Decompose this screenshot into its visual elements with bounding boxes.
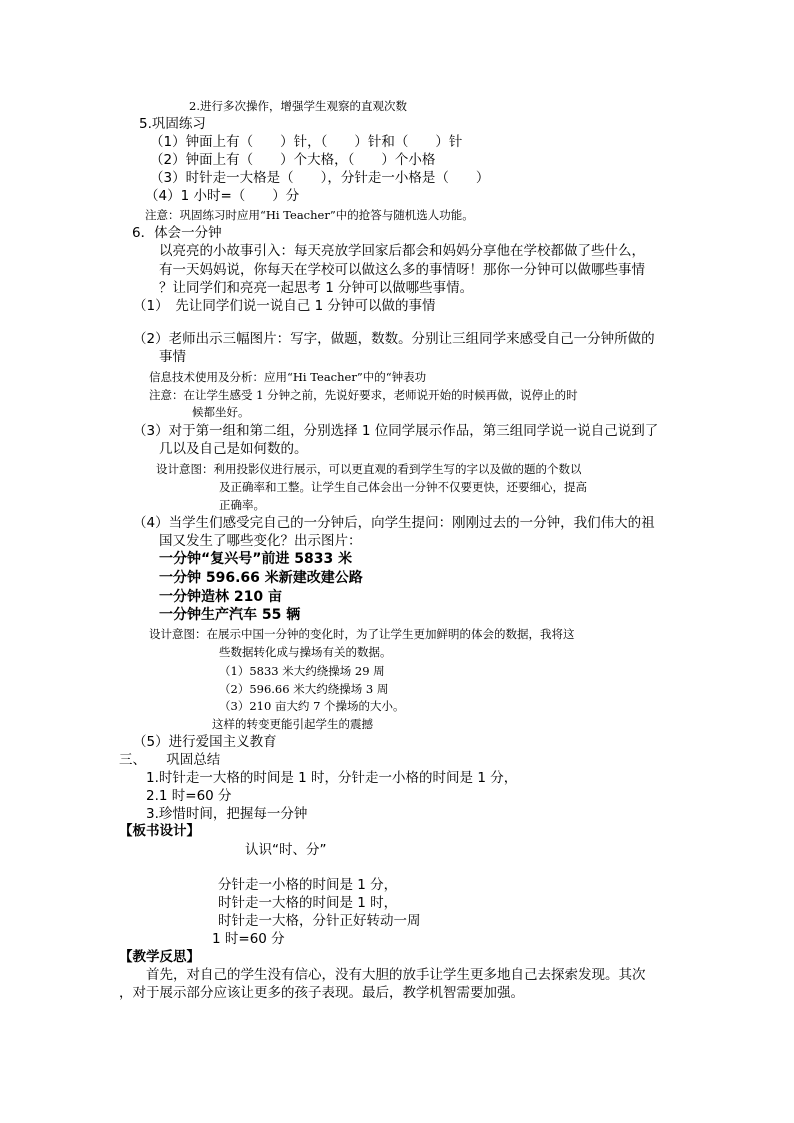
- text-line: 有一天妈妈说，你每天在学校可以做这么多的事情呀！那你一分钟可以做哪些事情: [159, 262, 645, 278]
- board-title: 认识“时、分”: [245, 842, 327, 858]
- note-text: 及正确率和工整。让学生自己体会出一分钟不仅要更快，还要细心，提高: [219, 480, 587, 494]
- text-line: 2.进行多次操作，增强学生观察的直观次数: [189, 99, 407, 113]
- bold-fact: 一分钟 596.66 米新建改建公路: [159, 570, 363, 586]
- text-line: 国又发生了哪些变化？出示图片：: [159, 533, 362, 549]
- board-line: 时针走一大格的时间是 1 时，: [218, 895, 398, 911]
- text-line: （4）当学生们感受完自己的一分钟后，向学生提问：刚刚过去的一分钟，我们伟大的祖: [133, 515, 655, 531]
- exercise-item: （2）钟面上有（ ）个大格，（ ）个小格: [150, 152, 436, 168]
- note-text: 注意：在让学生感受 1 分钟之前，先说好要求，老师说开始的时候再做，说停止的时: [149, 388, 578, 402]
- text-line: 事情: [159, 349, 186, 365]
- board-line: 时针走一大格，分针正好转动一周: [218, 913, 421, 929]
- section-heading: 【教学反思】: [119, 949, 200, 965]
- text-line: （1） 先让同学们说一说自己 1 分钟可以做的事情: [133, 298, 436, 314]
- text-line: 2.1 时=60 分: [146, 788, 232, 804]
- text-line: 首先，对自己的学生没有信心，没有大胆的放手让学生更多地自己去探索发现。其次: [146, 967, 646, 983]
- bold-fact: 一分钟生产汽车 55 辆: [159, 607, 301, 623]
- note-text: （1）5833 米大约绕操场 29 周: [219, 664, 385, 678]
- section-heading: 【板书设计】: [119, 823, 200, 839]
- board-line: 1 时=60 分: [212, 931, 285, 947]
- note-text: （2）596.66 米大约绕操场 3 周: [219, 682, 389, 696]
- text-line: ，对于展示部分应该让更多的孩子表现。最后，教学机智需要加强。: [119, 985, 524, 1001]
- section-heading: 6．体会一分钟: [132, 225, 222, 241]
- note-text: 设计意图：利用投影仪进行展示，可以更直观的看到学生写的字以及做的题的个数以: [156, 462, 582, 476]
- text-line: （2）老师出示三幅图片：写字，做题，数数。分别让三组同学来感受自己一分钟所做的: [133, 331, 655, 347]
- section-heading: 5.巩固练习: [139, 116, 206, 132]
- exercise-item: （3）时针走一大格是（ ），分针走一小格是（ ）: [150, 170, 490, 186]
- section-heading: 三、 巩固总结: [119, 752, 221, 768]
- note-text: （3）210 亩大约 7 个操场的大小。: [219, 699, 405, 713]
- board-line: 分针走一小格的时间是 1 分，: [218, 877, 398, 893]
- text-line: 3.珍惜时间，把握每一分钟: [146, 806, 308, 822]
- text-line: 1.时针走一大格的时间是 1 时，分针走一小格的时间是 1 分，: [146, 770, 518, 786]
- exercise-item: （1）钟面上有（ ）针，（ ）针和（ ）针: [150, 134, 463, 150]
- exercise-item: （4）1 小时=（ ）分: [145, 188, 300, 204]
- text-line: ？让同学们和亮亮一起思考 1 分钟可以做哪些事情。: [159, 280, 474, 296]
- note-text: 信息技术使用及分析：应用“Hi Teacher”中的“钟表功: [149, 370, 427, 384]
- note-text: 正确率。: [219, 498, 265, 512]
- bold-fact: 一分钟“复兴号”前进 5833 米: [159, 551, 353, 567]
- text-line: 以亮亮的小故事引入：每天亮放学回家后都会和妈妈分享他在学校都做了些什么，: [159, 243, 645, 259]
- text-line: （5）进行爱国主义教育: [133, 734, 277, 750]
- note-text: 设计意图：在展示中国一分钟的变化时，为了让学生更加鲜明的体会的数据，我将这: [149, 627, 575, 641]
- note-text: 这样的转变更能引起学生的震撼: [212, 717, 373, 731]
- text-line: 几以及自己是如何数的。: [159, 441, 308, 457]
- bold-fact: 一分钟造林 210 亩: [159, 589, 282, 605]
- text-line: （3）对于第一组和第二组，分别选择 1 位同学展示作品，第三组同学说一说自己说到了: [133, 423, 659, 439]
- note-text: 注意：巩固练习时应用“Hi Teacher”中的抢答与随机选人功能。: [145, 208, 474, 222]
- note-text: 候都坐好。: [192, 405, 250, 419]
- note-text: 些数据转化成与操场有关的数据。: [219, 645, 392, 659]
